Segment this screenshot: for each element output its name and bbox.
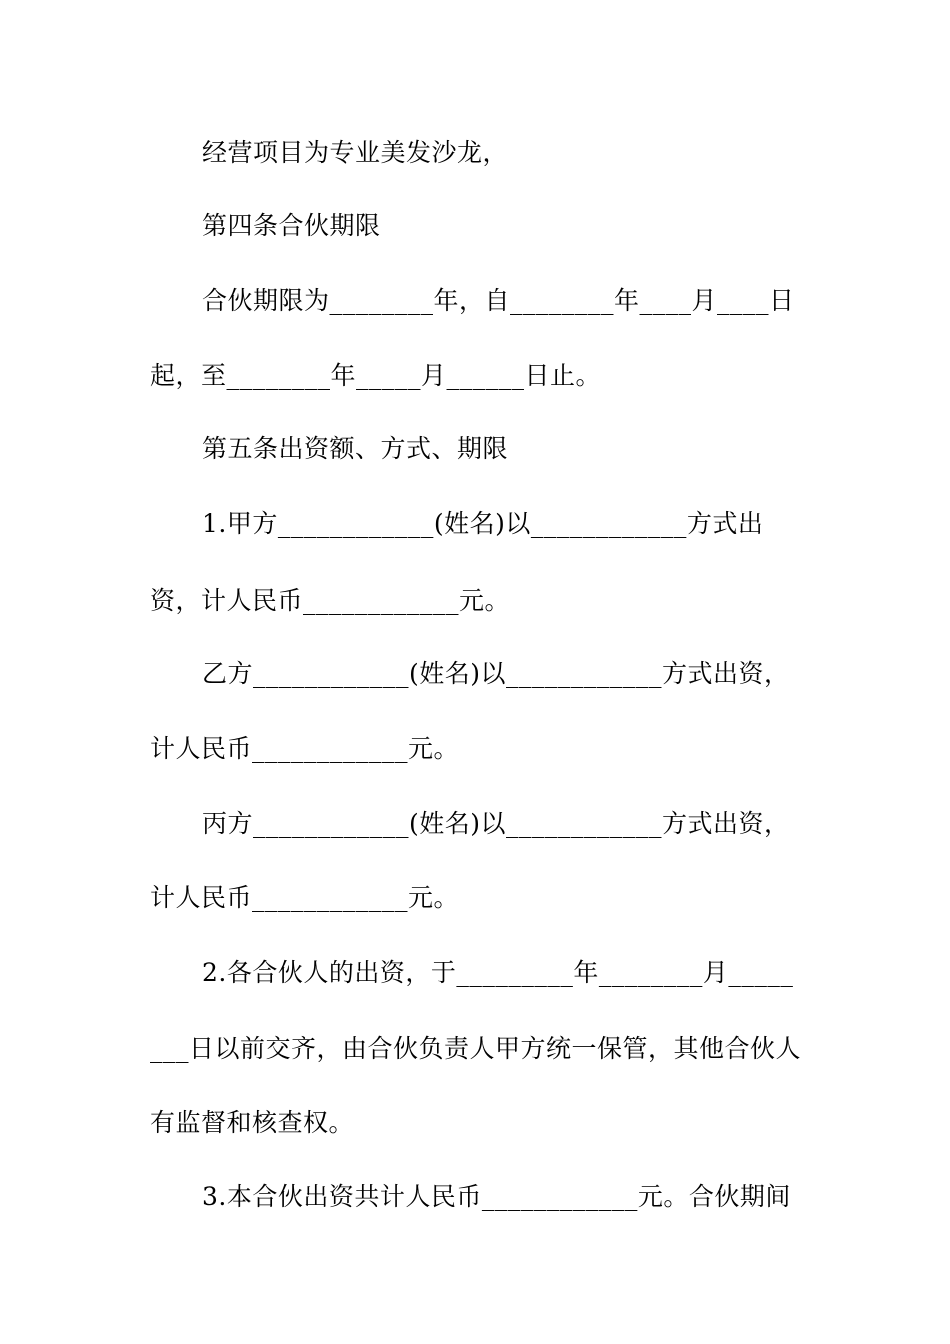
- paragraph-party-c-line-1: 丙方____________(姓名)以____________方式出资，: [202, 809, 790, 838]
- paragraph-contribution-line-3: 有监督和核查权。: [150, 1108, 355, 1137]
- heading-article-4: 第四条合伙期限: [202, 211, 381, 240]
- paragraph-party-a-line-2: 资，计人民币____________元。: [150, 586, 511, 615]
- paragraph-contribution-line-1: 2.各合伙人的出资，于_________年________月_____: [202, 958, 794, 987]
- paragraph-total-line-1: 3.本合伙出资共计人民币____________元。合伙期间: [202, 1182, 791, 1211]
- paragraph-term-line-2: 起，至________年_____月______日止。: [150, 361, 602, 390]
- paragraph-party-b-line-2: 计人民币____________元。: [150, 734, 460, 763]
- paragraph-contribution-line-2: ___日以前交齐，由合伙负责人甲方统一保管，其他合伙人: [150, 1034, 802, 1063]
- paragraph-party-a-line-1: 1.甲方____________(姓名)以____________方式出: [202, 509, 764, 538]
- paragraph-party-b-line-1: 乙方____________(姓名)以____________方式出资，: [202, 659, 790, 688]
- paragraph-term-line-1: 合伙期限为________年，自________年____月____日: [202, 286, 795, 315]
- heading-article-5: 第五条出资额、方式、期限: [202, 434, 509, 463]
- paragraph-business-scope: 经营项目为专业美发沙龙，: [202, 138, 509, 167]
- paragraph-party-c-line-2: 计人民币____________元。: [150, 883, 460, 912]
